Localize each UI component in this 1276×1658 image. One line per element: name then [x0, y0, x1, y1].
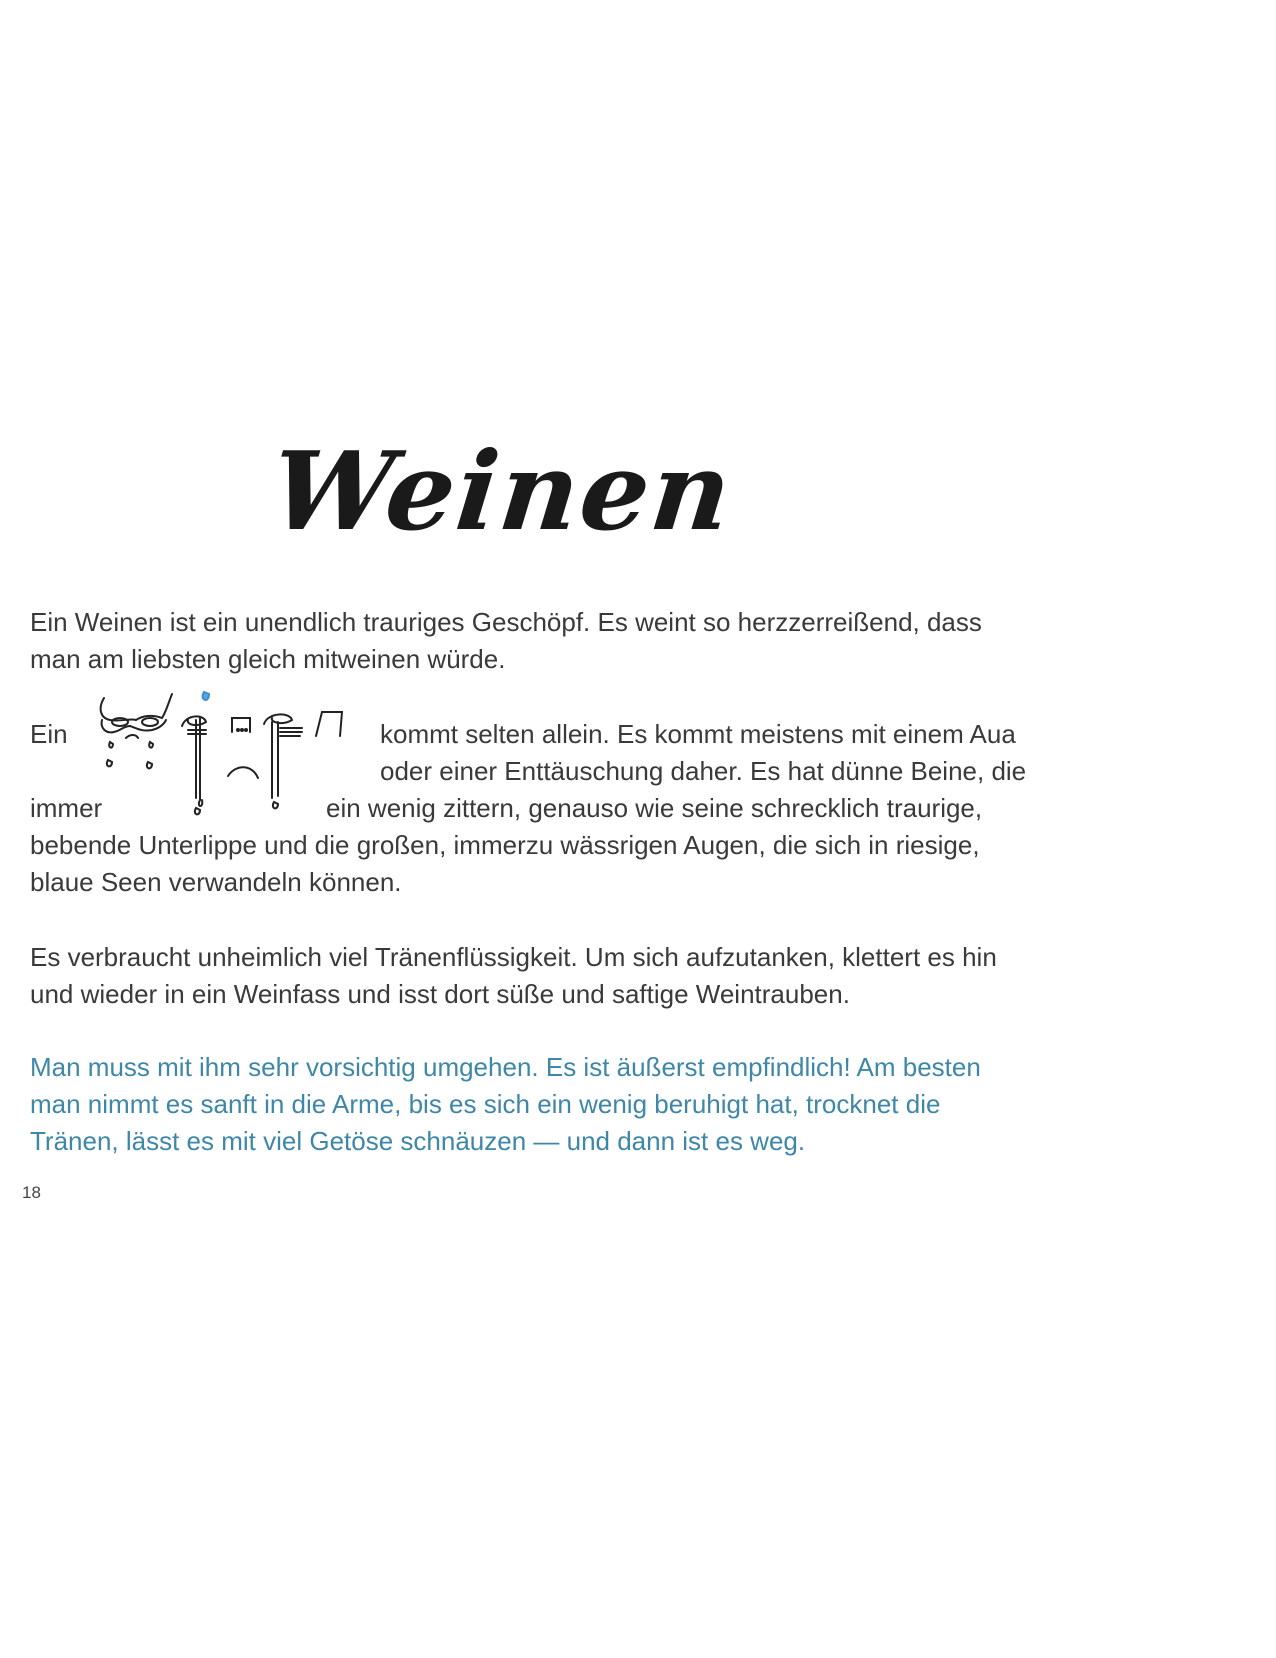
text-line: bebende Unterlippe und die großen, immerzu wässrigen Augen, die sich in riesige, [30, 830, 980, 860]
text-line: man am liebsten gleich mitweinen würde. [30, 644, 506, 674]
text-line: oder einer Enttäuschung daher. Es hat dünne Beine, die [380, 756, 1027, 786]
text-line: Es verbraucht unheimlich viel Tränenflüssigkeit. Um sich aufzutanken, klettert es hin [30, 942, 997, 972]
text-line: ein wenig zittern, genauso wie seine schrecklich traurige, [326, 793, 983, 823]
text-line: Ein [30, 719, 68, 749]
text-line: kommt selten allein. Es kommt meistens mit einem Aua [380, 719, 1016, 749]
text-line: immer [30, 793, 103, 823]
text-line: Man muss mit ihm sehr vorsichtig umgehen. Es ist äußerst empfindlich! Am besten [30, 1052, 981, 1082]
text-line: Ein Weinen ist ein unendlich trauriges Geschöpf. Es weint so herzzerreißend, dass [30, 607, 982, 637]
page-title: Weinen [265, 429, 739, 555]
text-line: blaue Seen verwandeln können. [30, 867, 402, 897]
page-number: 18 [22, 1183, 41, 1202]
text-line: und wieder in ein Weinfass und isst dort süße und saftige Weintrauben. [30, 979, 850, 1009]
text-line: man nimmt es sanft in die Arme, bis es sich ein wenig beruhigt hat, trocknet die [30, 1089, 941, 1119]
text-line: Tränen, lässt es mit viel Getöse schnäuzen — und dann ist es weg. [30, 1126, 806, 1156]
crying-word-doodle-icon [96, 690, 366, 825]
